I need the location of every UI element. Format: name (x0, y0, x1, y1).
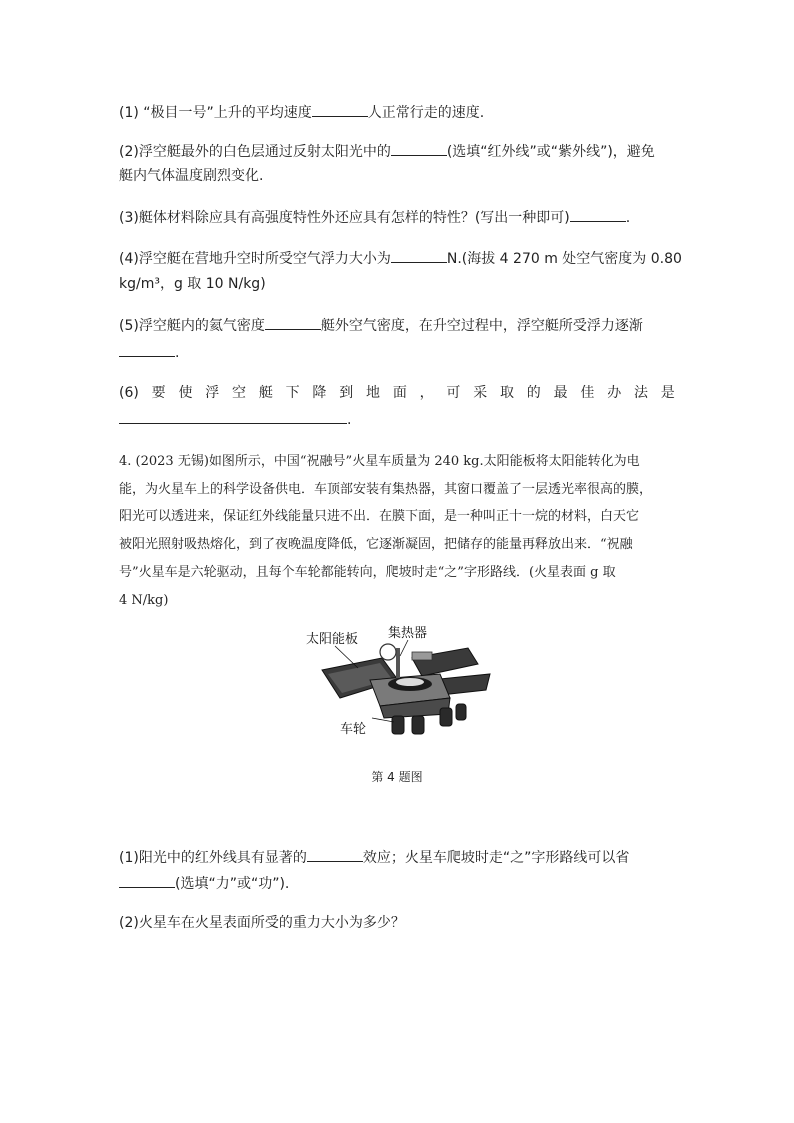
q3-part6-cont (119, 409, 675, 430)
answer-blank[interactable] (119, 342, 175, 357)
label-heat-collector: 集热器 (388, 626, 428, 641)
q3-part2-text-b: (选填“红外线”或“紫外线”)，避免 (446, 144, 655, 160)
q4-part1-text-b: 效应；火星车爬坡时走“之”字形路线可以省 (362, 850, 630, 866)
q4-line: 能，为火星车上的科学设备供电．车顶部安装有集热器，其窗口覆盖了一层透光率很高的膜， (119, 481, 653, 497)
q4-line: 号”火星车是六轮驱动，且每个车轮都能转向，爬坡时走“之”字形路线．(火星表面 g 取 (119, 564, 616, 580)
q4-part1 (119, 847, 675, 868)
q3-part6-char: 到 (339, 385, 354, 401)
q3-part6-char: 可 (446, 385, 461, 401)
q3-part5-text-b: 艇外空气密度，在升空过程中，浮空艇所受浮力逐渐 (320, 318, 643, 334)
q4-part2-text: (2)火星车在火星表面所受的重力大小为多少？ (119, 915, 405, 931)
q3-part6-char: 空 (232, 385, 247, 401)
q3-part6-char: 要 (151, 385, 166, 401)
q3-part2 (119, 141, 675, 162)
q3-part6-char: ， (419, 385, 434, 401)
answer-blank[interactable] (119, 409, 347, 424)
answer-blank[interactable] (391, 141, 447, 156)
answer-blank[interactable] (391, 248, 447, 263)
q3-part5-text-c: . (175, 345, 180, 361)
q3-part6-char: 面 (392, 385, 407, 401)
q3-part6-char: 降 (312, 385, 327, 401)
q3-part6-char: 艇 (258, 385, 273, 401)
q3-part4-text-b: N.(海拔 4 270 m 处空气密度为 0.80 (446, 251, 682, 267)
figure-caption: 第 4 题图 (371, 770, 423, 784)
q3-part4-text-a: (4)浮空艇在营地升空时所受空气浮力大小为 (119, 251, 391, 267)
q3-part6-char: 采 (473, 385, 488, 401)
q3-part2-text-a: (2)浮空艇最外的白色层通过反射太阳光中的 (119, 144, 391, 160)
answer-blank[interactable] (312, 102, 368, 117)
q3-part4-text-c: kg/m³，g 取 10 N/kg) (119, 276, 266, 292)
q3-part3-text-a: (3)艇体材料除应具有高强度特性外还应具有怎样的特性？(写出一种即可) (119, 210, 570, 226)
q3-part3-text-b: . (625, 210, 631, 226)
q3-part6-char: (6) (119, 385, 139, 401)
q3-part4-cont (119, 274, 675, 294)
q3-part5-cont (119, 342, 675, 363)
q3-part2-cont (119, 166, 675, 186)
q3-part1-text-b: 人正常行走的速度. (367, 105, 485, 121)
answer-blank[interactable] (570, 207, 626, 222)
q4-line: 被阳光照射吸热熔化，到了夜晚温度降低，它逐渐凝固，把储存的能量再释放出来．“祝融 (119, 537, 633, 553)
q3-part6-char: 佳 (580, 385, 595, 401)
q3-part3 (119, 207, 675, 228)
q4-line: 4 N/kg) (119, 592, 169, 608)
q4-part1-cont (119, 873, 675, 894)
q3-part6-char: 使 (178, 385, 193, 401)
q3-part6-spaced-text (119, 383, 675, 403)
q3-part1 (119, 102, 675, 123)
answer-blank[interactable] (119, 873, 175, 888)
q4-part1-text-c: (选填“力”或“功”). (175, 876, 290, 892)
q4-part2 (119, 913, 675, 933)
q4-paragraph (119, 448, 675, 614)
q3-part6-char: 法 (633, 385, 648, 401)
q4-line: 4. (2023 无锡)如图所示，中国“祝融号”火星车质量为 240 kg.太阳能板将太阳能转化为电 (119, 454, 640, 469)
q4-part1-text-a: (1)阳光中的红外线具有显著的 (119, 850, 307, 866)
label-solar-panel: 太阳能板 (306, 632, 359, 647)
q3-part2-text-c: 艇内气体温度剧烈变化. (119, 168, 264, 184)
q3-part5-text-a: (5)浮空艇内的氦气密度 (119, 318, 265, 334)
q3-part6-char: 浮 (205, 385, 220, 401)
q4-line: 阳光可以透进来，保证红外线能量只进不出．在膜下面，是一种叫正十一烷的材料，白天它 (119, 509, 640, 525)
q3-part6-char: 是 (660, 385, 675, 401)
label-wheel: 车轮 (340, 722, 367, 737)
q3-part1-text-a: (1) “极目一号”上升的平均速度 (119, 105, 312, 121)
q3-part6-char: 最 (553, 385, 568, 401)
q3-part5 (119, 315, 675, 336)
q3-part6-end: . (347, 412, 352, 428)
answer-blank[interactable] (307, 847, 363, 862)
answer-blank[interactable] (265, 315, 321, 330)
q3-part6-char: 下 (285, 385, 300, 401)
q3-part4 (119, 248, 682, 269)
q3-part6-char: 地 (366, 385, 381, 401)
q3-part6-char: 办 (607, 385, 622, 401)
q3-part6 (119, 383, 675, 403)
mars-rover-figure (300, 618, 500, 746)
q3-part6-char: 的 (526, 385, 541, 401)
q3-part6-char: 取 (500, 385, 514, 401)
